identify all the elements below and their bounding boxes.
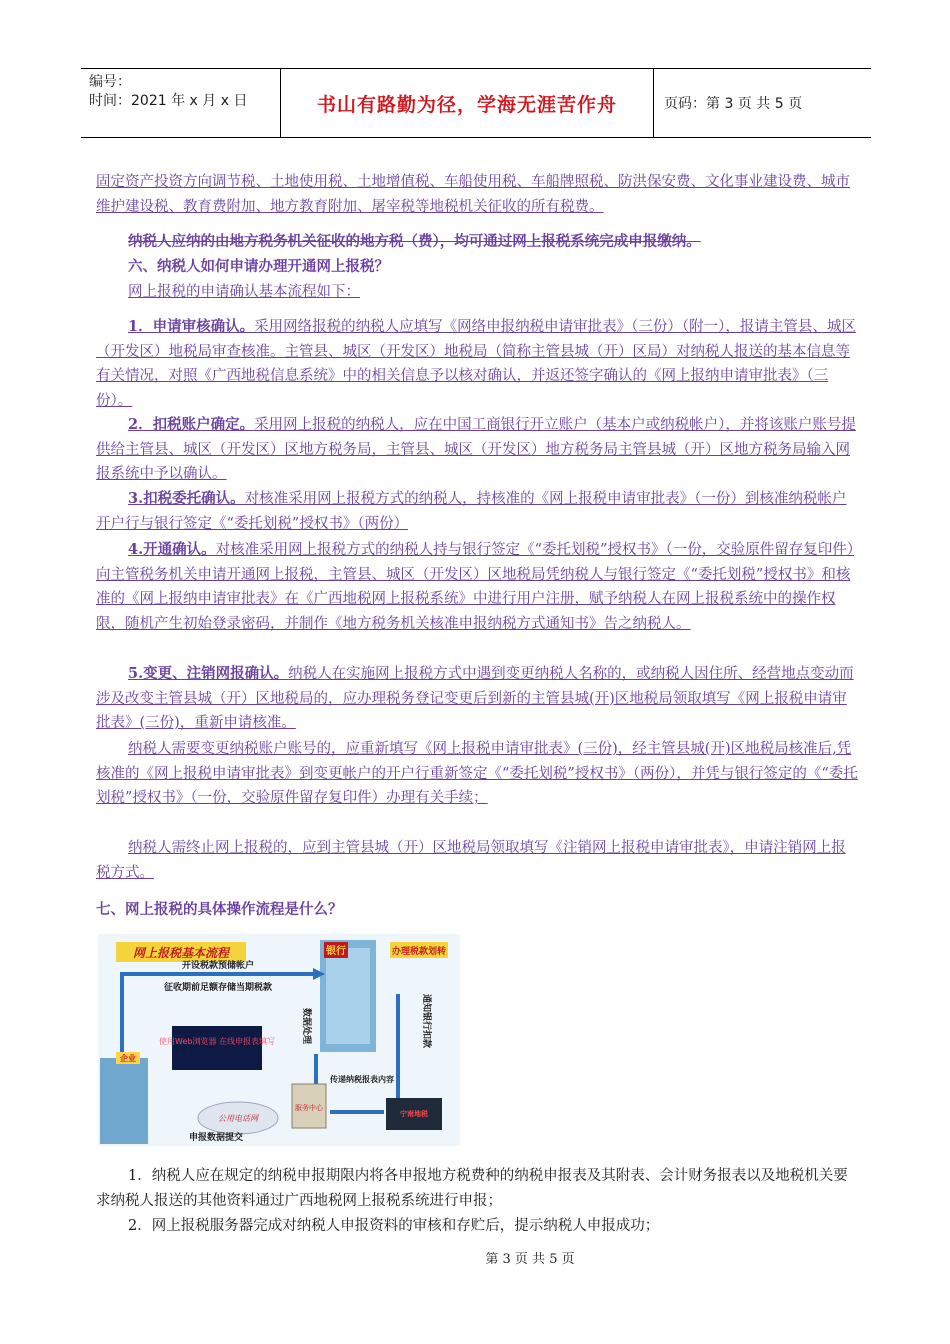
bank-sign: 银行	[326, 946, 346, 957]
paragraph-tax-list: 固定资产投资方向调节税、土地使用税、土地增值税、车船使用税、车船牌照税、防洪保安费、文化事业建设费、城市维护建设税、教育费附加、地方教育附加、屠宰税等地税机关征收的所有税费。	[96, 174, 850, 215]
step-3	[96, 487, 858, 536]
figure-title: 网上报税基本流程	[132, 946, 230, 960]
arrow-label-deposit: 征收期前足额存储当期税款	[163, 983, 273, 993]
step-2-text: 采用网上报税的纳税人，应在中国工商银行开立账户（基本户或纳税帐户），并将该账户账号提供给主管县、城区（开发区）区地方税务局，主管县、城区（开发区）地方税务局主管县城（开）区地方税务局输入网报系统中予以确认。	[96, 417, 856, 482]
paragraph-change-account: 纳税人需要变更纳税账户账号的，应重新填写《网上报税申请审批表》(三份)，经主管县城(开)区地税局核准后,凭核准的《网上报税申请审批表》到变更帐户的开户行重新签定《“委托划税”授权书》（两份），并凭与银行签定的《“委托划税”授权书》（一份，交验原件留存复印件）办理有关手续；	[96, 741, 858, 806]
web-browser-note	[172, 1026, 262, 1070]
arrow-label-open-account: 开设税款预储帐户	[181, 961, 255, 971]
step-2	[96, 413, 858, 487]
step-1-text: 采用网络报税的纳税人应填写《网络申报纳税申请审批表》（三份）（附一），报请主管县、城区（开发区）地税局审查核准。主管县、城区（开发区）地税局（简称主管县城（开）区局）对纳税人报送的基本信息等有关情况，对照《广西地税信息系统》中的相关信息予以核对确认，并返还签字确认的《网上报纳申请审批表》（三份）。	[96, 319, 856, 409]
enterprise-building-image	[100, 1058, 148, 1144]
step-5-text: 纳税人在实施网上报税方式中遇到变更纳税人名称的，或纳税人因住所、经营地点变动而涉及改变主管县城（开）区地税局的，应办理税务登记变更后到新的主管县城(开)区地税局领取填写《网上报税申请审批表》(三份)，重新申请核准。	[96, 666, 854, 731]
number-label: 编号：	[89, 74, 131, 90]
page-footer: 第 3 页 共 5 页	[485, 1252, 575, 1267]
web-browser-note-text: 使用Web浏览器 在线申报表填写	[159, 1037, 275, 1046]
step-5-title: 5.变更、注销网报确认。	[128, 665, 289, 682]
step-2-title: 2．扣税账户确定。	[128, 416, 255, 433]
server-center-label: 服务中心	[295, 1104, 323, 1112]
enterprise-sign: 企业	[120, 1054, 136, 1063]
operation-step-2: 2．网上报税服务器完成对纳税人申报资料的审核和存贮后，提示纳税人申报成功；	[128, 1218, 660, 1234]
public-network-label: 公用电话网	[218, 1114, 258, 1123]
submit-label: 申报数据提交	[188, 1133, 244, 1143]
step-3-title: 3.扣税委托确认。	[128, 490, 245, 507]
tax-bureau-sign: 宁南地税	[400, 1110, 428, 1118]
step-1	[96, 315, 858, 413]
step-5	[96, 662, 858, 736]
bank-building-window	[326, 948, 370, 1044]
step-1-title: 1．申请审核确认。	[128, 318, 255, 335]
operation-step-1: 1．纳税人应在规定的纳税申报期限内将各申报地方税费种的纳税申报表及其附表、会计财务报表以及地税机关要求纳税人报送的其他资料通过广西地税网上报税系统进行申报；	[96, 1168, 848, 1209]
header-motto: 书山有路勤为径，学海无涯苦作舟	[281, 69, 654, 137]
header-meta	[81, 69, 281, 137]
paragraph-terminate: 纳税人需终止网上报税的，应到主管县城（开）区地税局领取填写《注销网上报税申请审批表》，申请注销网上报税方式。	[96, 840, 846, 881]
heading-section-6: 六、纳税人如何申请办理开通网上报税？	[128, 258, 389, 275]
heading-section-7: 七、网上报税的具体操作流程是什么？	[96, 901, 343, 918]
step-3-text: 对核准采用网上报税方式的纳税人，持核准的《网上报税申请审批表》（一份）到核准纳税帐户开户行与银行签定《“委托划税”授权书》（两份）	[96, 491, 847, 532]
bank-action-label: 办理税款划转	[391, 947, 447, 957]
paragraph-tax-scope: 纳税人应纳的由地方税务机关征收的地方税（费），均可通过网上报税系统完成申报缴纳。	[128, 233, 701, 250]
notify-bank-label: 通知银行扣款	[421, 994, 431, 1049]
step-4-text: 对核准采用网上报税方式的纳税人持与银行签定《“委托划税”授权书》（一份，交验原件留存复印件）向主管税务机关申请开通网上报税，主管县、城区（开发区）区地税局凭纳税人与银行签定《“委托划税”授权书》和核准的《网上报纳申请审批表》在《广西地税网上报税系统》中进行用户注册，赋予纳税人在网上报税系统中的操作权限，随机产生初始登录密码，并制作《地方税务机关核准申报纳税方式通知书》告之纳税人。	[96, 542, 854, 632]
transfer-label: 传递纳税报表内容	[330, 1075, 394, 1084]
flow-figure	[98, 934, 460, 1146]
step-4	[96, 538, 858, 636]
paragraph-flow-intro: 网上报税的申请确认基本流程如下：	[128, 284, 360, 300]
date-label: 时间：2021 年 x 月 x 日	[89, 93, 248, 109]
step-4-title: 4.开通确认。	[128, 541, 216, 558]
header-page-label: 页码：第 3 页 共 5 页	[664, 96, 803, 112]
page-header	[81, 68, 871, 138]
data-processing-label: 数据处理	[301, 1008, 311, 1045]
